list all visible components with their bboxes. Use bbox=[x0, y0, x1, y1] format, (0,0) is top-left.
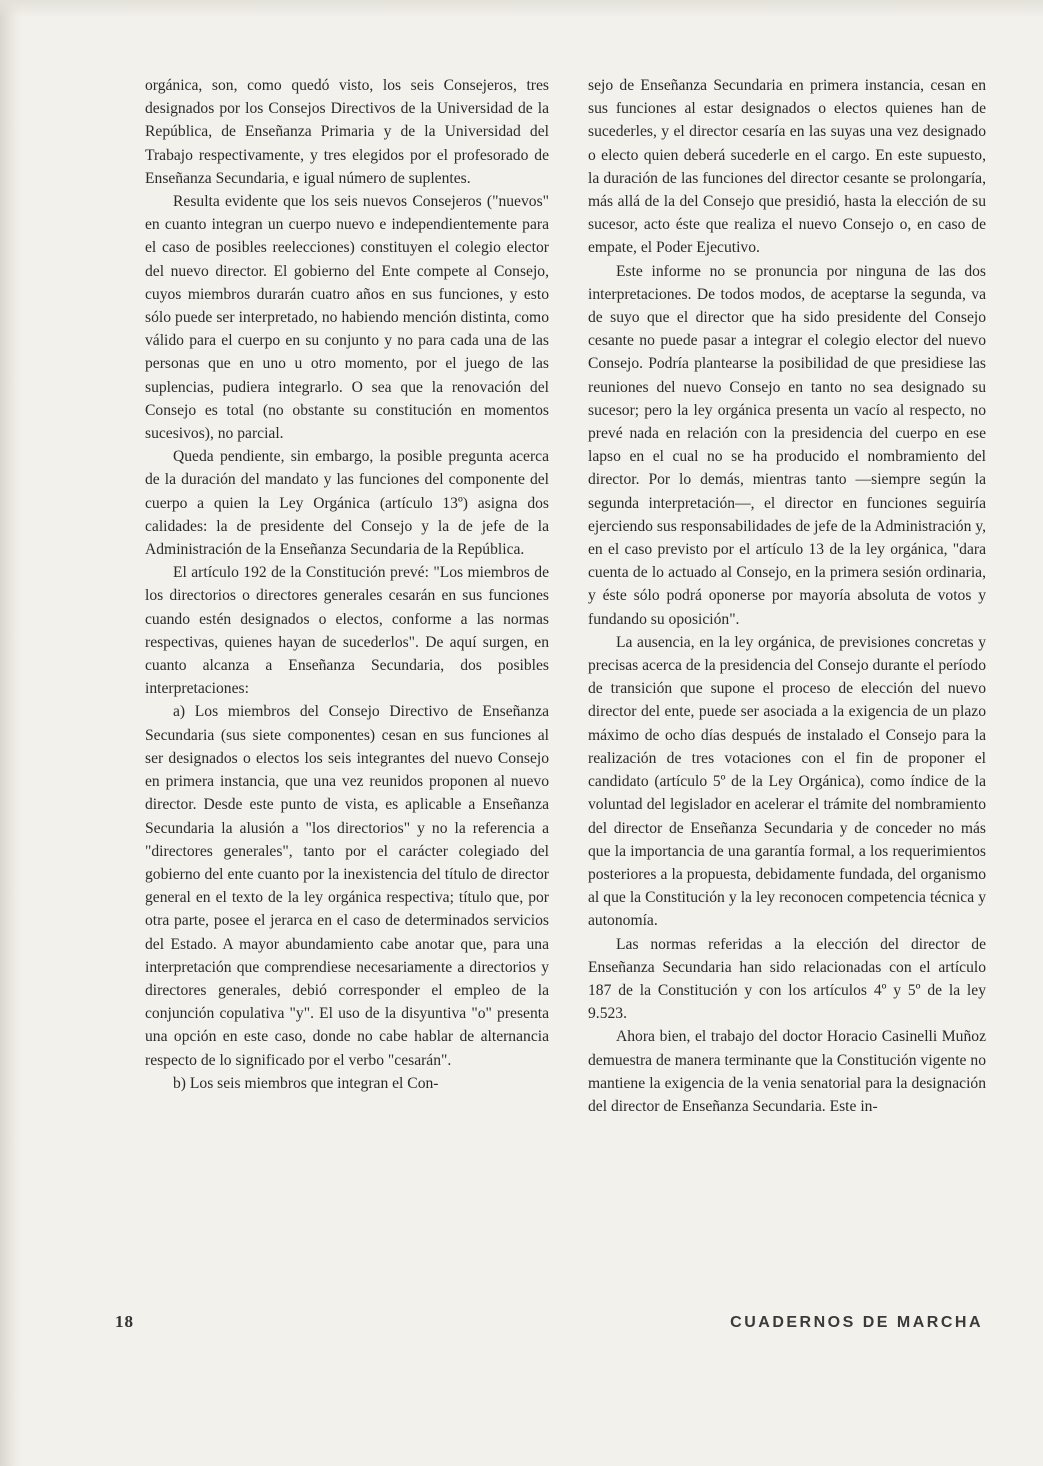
page-footer bbox=[0, 1312, 1043, 1342]
running-title: CUADERNOS DE MARCHA bbox=[730, 1314, 983, 1331]
scan-edge-top bbox=[0, 0, 1043, 18]
left-column bbox=[145, 74, 549, 1095]
paragraph: b) Los seis miembros que integran el Con- bbox=[173, 1074, 439, 1092]
paragraph: Este informe no se pronuncia por ninguna de las dos interpretaciones. De todos modos, de aceptarse la segunda, va de suyo que el director que ha sido presidente del Consejo cesante no puede pasar a integrar el colegio elector del nuevo Consejo. Podría plantearse la posibilidad de que presidiese las reuniones del nuevo Consejo en tanto no sea designado su sucesor; pero la ley orgánica presenta un vacío al respecto, no prevé nada en relación con la presidencia del cuerpo en ese lapso en el cual no se ha producido el nombramiento del director. Por lo demás, mientras tanto —siempre según la segunda interpretación—, el director en funciones seguiría ejerciendo sus responsabilidades de jefe de la Administración y, en el caso previsto por el artículo 13 de la ley orgánica, "dara cuenta de lo actuado al Consejo, en la primera sesión ordinaria, y éste sólo podrá oponerse por mayoría absoluta de votos y fundando su oposición". bbox=[588, 262, 986, 628]
page-number: 18 bbox=[115, 1312, 134, 1331]
paragraph: Las normas referidas a la elección del director de Enseñanza Secundaria han sido relacionadas con el artículo 187 de la Constitución y con los artículos 4º y 5º de la ley 9.523. bbox=[588, 935, 986, 1023]
paragraph: sejo de Enseñanza Secundaria en primera instancia, cesan en sus funciones al estar designados o electos quienes han de sucederles, y el director cesaría en las suyas una vez designado o electo quien deberá sucederle en el cargo. En este supuesto, la duración de las funciones del director cesante se prolongaría, más allá de la del Consejo que presidió, hasta la elección de su sucesor, acto éste que realiza el nuevo Consejo o, en caso de empate, el Poder Ejecutivo. bbox=[588, 77, 986, 257]
paragraph: Resulta evidente que los seis nuevos Consejeros ("nuevos" en cuanto integran un cuerpo nuevo e independientemente para el caso de posibles reelecciones) constituyen el colegio elector del nuevo director. El gobierno del Ente compete al Consejo, cuyos miembros durarán cuatro años en sus funciones, y esto sólo puede ser interpretado, no habiendo mención distinta, como válido para el cuerpo en su conjunto y no para cada una de las personas que en uno u otro momento, por el juego de las suplencias, pudiera integrarlo. O sea que la renovación del Consejo es total (no obstante su constitución en momentos sucesivos), no parcial. bbox=[145, 193, 549, 443]
paragraph: orgánica, son, como quedó visto, los seis Consejeros, tres designados por los Consejos Directivos de la Universidad de la República, de Enseñanza Primaria y de la Universidad del Trabajo respectivamente, y tres elegidos por el profesorado de Enseñanza Secundaria, e igual número de suplentes. bbox=[145, 77, 549, 187]
paragraph: La ausencia, en la ley orgánica, de previsiones concretas y precisas acerca de la presidencia del Consejo durante el período de transición que supone el proceso de elección del nuevo director del ente, puede ser asociada a la exigencia de un plazo máximo de ocho días después de instalado el Consejo para la realización de tres votaciones con el fin de proponer el candidato (artículo 5º de la Ley Orgánica), como índice de la voluntad del legislador en acelerar el trámite del nombramiento del director de Enseñanza Secundaria y de conceder no más que la importancia de una garantía formal, a los requerimientos posteriores a la propuesta, debidamente fundada, del organismo al que la Constitución y la ley reconocen competencia técnica y autonomía. bbox=[588, 633, 986, 930]
paragraph: a) Los miembros del Consejo Directivo de Enseñanza Secundaria (sus siete componentes) cesan en sus funciones al ser designados o electos los seis integrantes del nuevo Consejo en primera instancia, que una vez reunidos proponen al nuevo director. Desde este punto de vista, es aplicable a Enseñanza Secundaria la alusión a "los directorios" y no la referencia a "directores generales", tanto por el carácter colegiado del gobierno del ente cuanto por la inexistencia del título de director general en el texto de la ley orgánica respectiva; título que, por otra parte, posee el jerarca en el caso de determinados servicios del Estado. A mayor abundamiento cabe anotar que, para una interpretación que comprendiese necesariamente a directorios y directores generales, debió corresponder el empleo de la conjunción copulativa "y". El uso de la disyuntiva "o" presenta una opción en este caso, donde no cabe hablar de alternancia respecto de lo significado por el verbo "cesarán". bbox=[145, 703, 549, 1069]
paragraph: El artículo 192 de la Constitución prevé: "Los miembros de los directorios o directores generales cesarán en sus funciones cuando estén designados o electos, conforme a las normas respectivas, quienes hayan de sucederlos". De aquí surgen, en cuanto alcanza a Enseñanza Secundaria, dos posibles interpretaciones: bbox=[145, 564, 549, 698]
right-column bbox=[588, 74, 986, 1118]
paragraph: Ahora bien, el trabajo del doctor Horacio Casinelli Muñoz demuestra de manera terminante que la Constitución vigente no mantiene la exigencia de la venia senatorial para la designación del director de Enseñanza Secundaria. Este in- bbox=[588, 1028, 986, 1115]
scan-edge-left bbox=[0, 0, 22, 1466]
paragraph: Queda pendiente, sin embargo, la posible pregunta acerca de la duración del mandato y las funciones del componente del cuerpo a quien la Ley Orgánica (artículo 13º) asigna dos calidades: la de presidente del Consejo y la de jefe de la Administración de la Enseñanza Secundaria de la República. bbox=[145, 448, 549, 559]
